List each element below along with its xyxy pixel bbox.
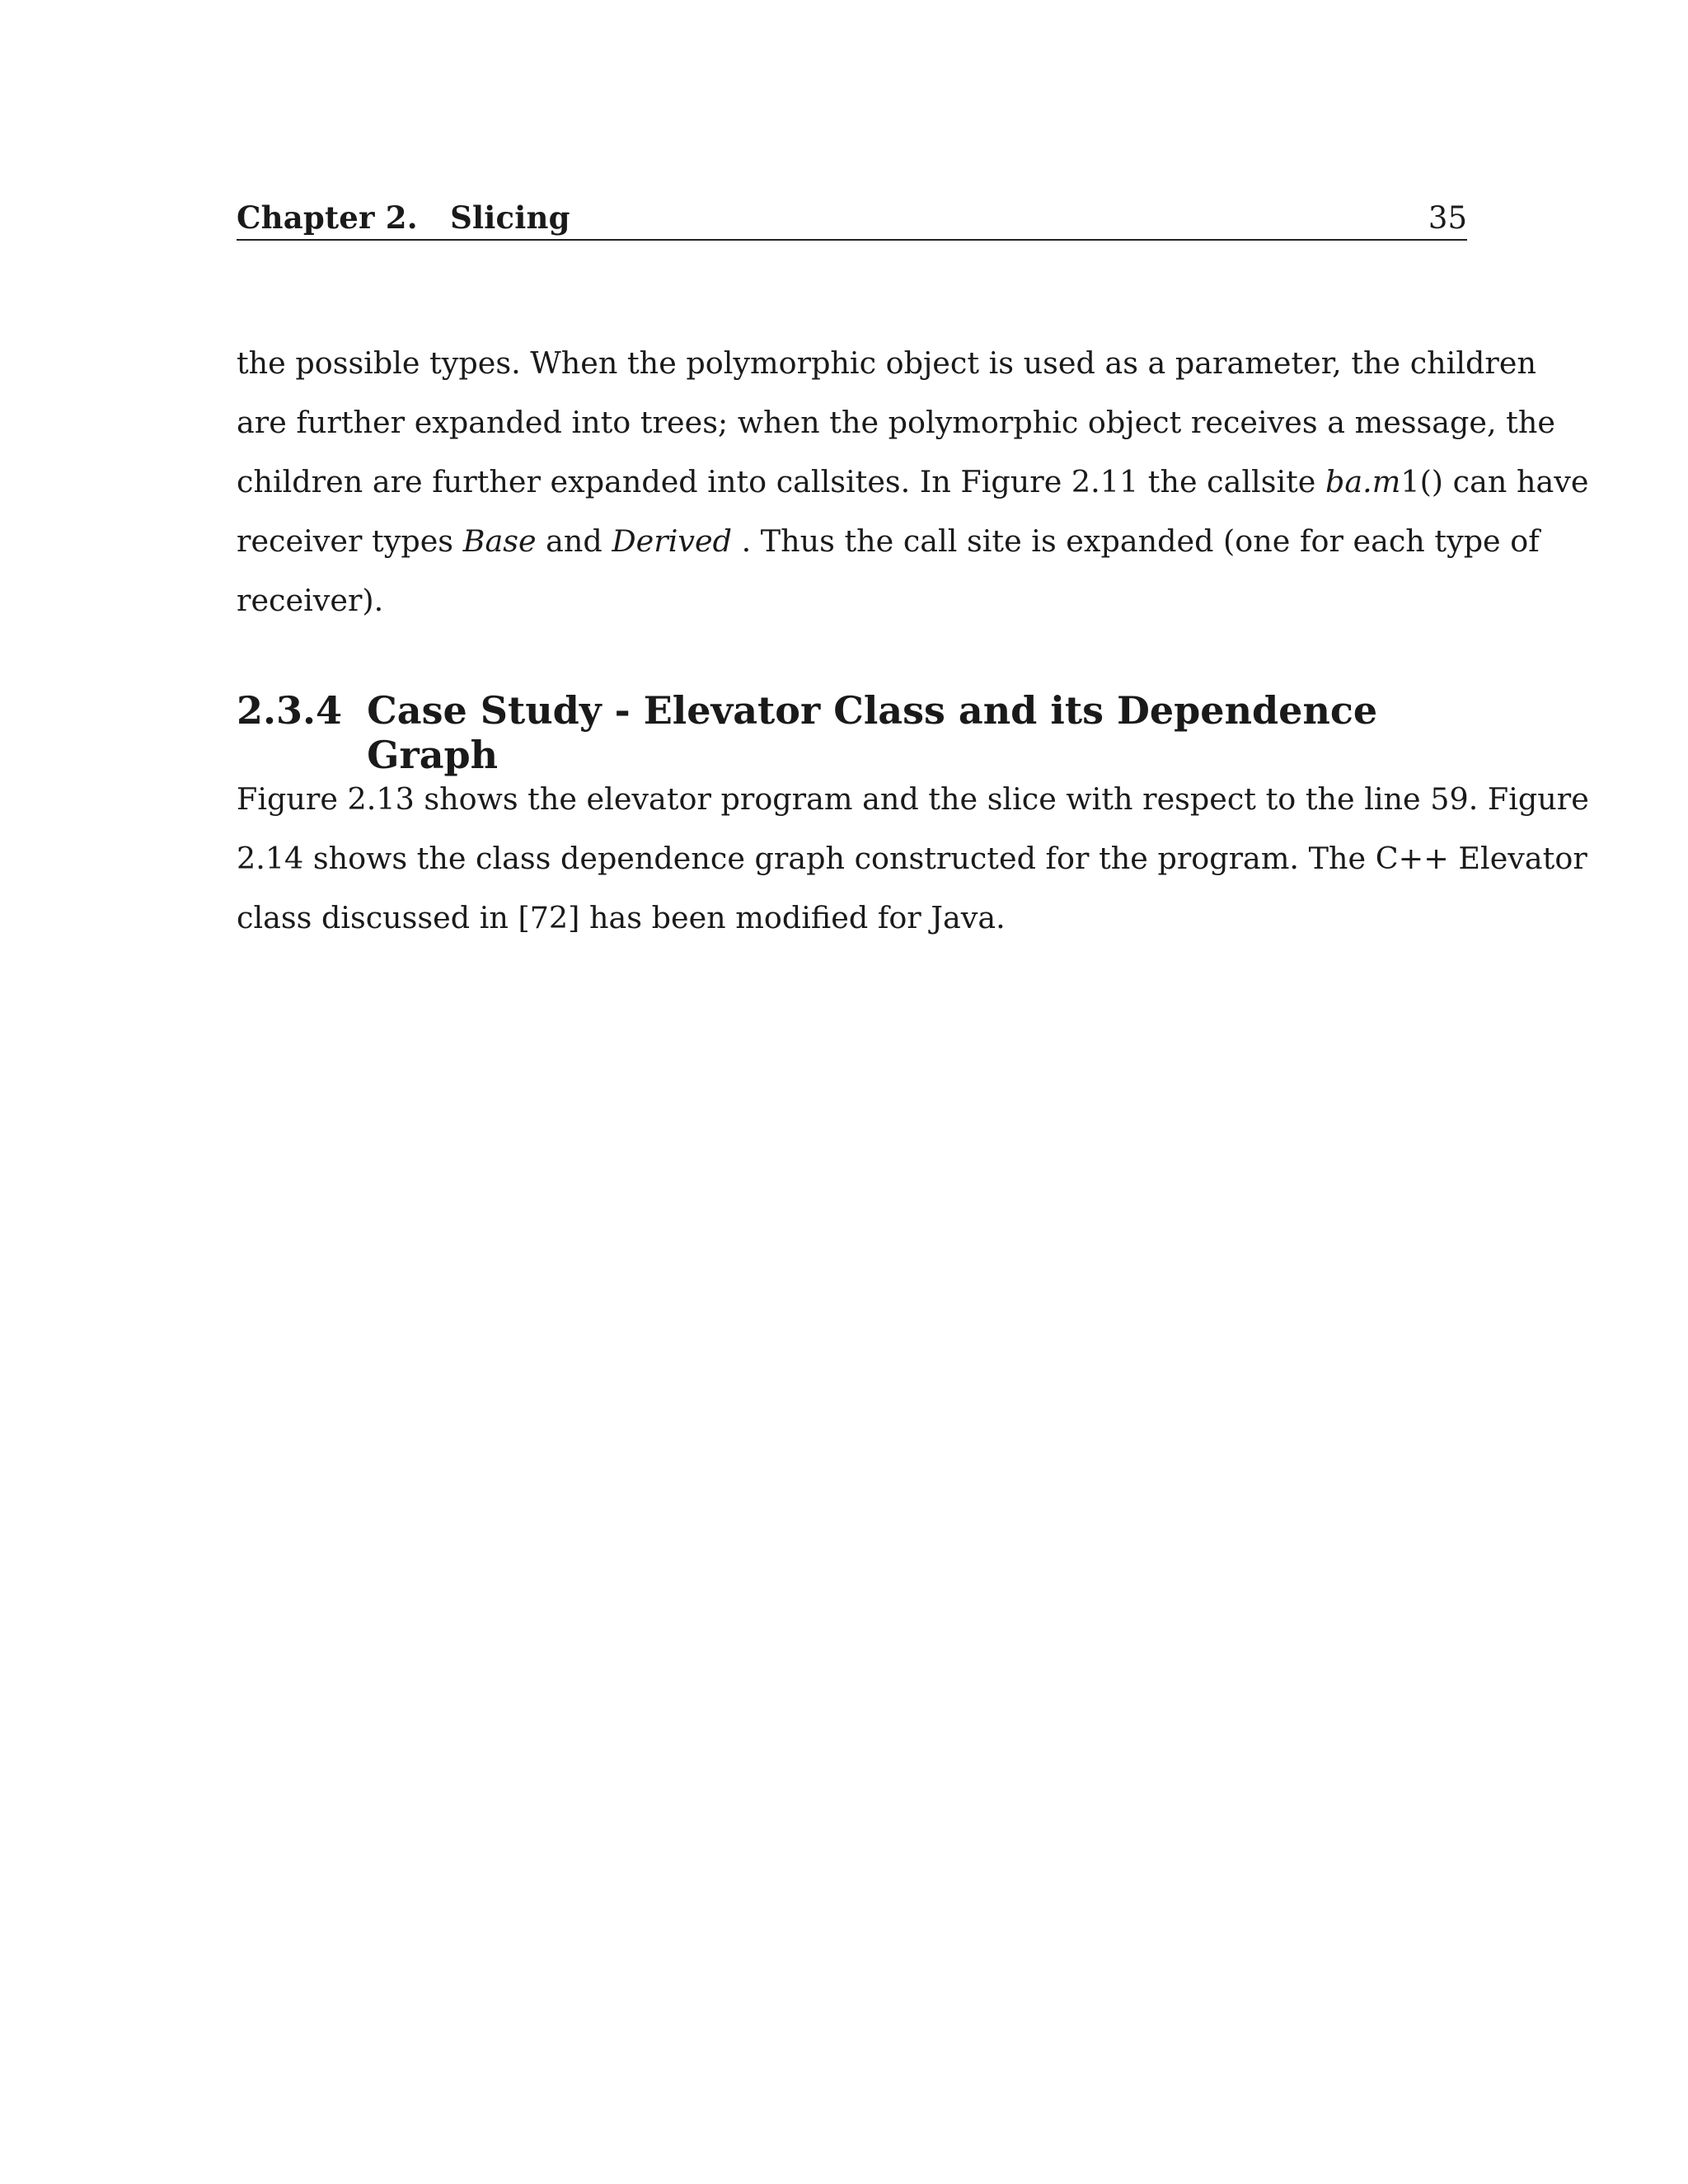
body-paragraph-1 xyxy=(237,334,1589,630)
chapter-label: Chapter 2. Slicing xyxy=(237,199,570,236)
page-number: 35 xyxy=(1428,200,1467,236)
math-callsite-suffix: 1() xyxy=(1400,464,1444,499)
text-run: can have xyxy=(1443,464,1589,499)
text-run: receiver types xyxy=(237,523,463,559)
math-type-derived: Derived xyxy=(612,523,732,559)
section-number: 2.3.4 xyxy=(237,688,343,733)
running-header xyxy=(237,198,1467,241)
section-title: Case Study - Elevator Class and its Dependence Graph xyxy=(367,688,1378,777)
body-paragraph-2 xyxy=(237,770,1589,948)
paragraph-line: class discussed in [72] has been modified for Java. xyxy=(237,900,1006,935)
paragraph-line xyxy=(237,452,1589,512)
section-heading xyxy=(237,688,1467,777)
math-callsite: ba.m xyxy=(1325,464,1401,499)
paragraph-line: receiver). xyxy=(237,583,384,618)
text-run: children are further expanded into callsites. In Figure 2.11 the callsite xyxy=(237,464,1325,499)
math-type-base: Base xyxy=(462,523,537,559)
paragraph-line: 2.14 shows the class dependence graph constructed for the program. The C++ Elevator xyxy=(237,841,1587,876)
text-run: and xyxy=(536,523,612,559)
paragraph-line xyxy=(237,512,1540,571)
text-run: . Thus the call site is expanded (one for each type of xyxy=(731,523,1540,559)
paragraph-line: the possible types. When the polymorphic object is used as a parameter, the children xyxy=(237,345,1536,381)
paragraph-line: are further expanded into trees; when the polymorphic object receives a message, the xyxy=(237,405,1555,440)
paragraph-line: Figure 2.13 shows the elevator program and the slice with respect to the line 59. Figure xyxy=(237,781,1589,817)
